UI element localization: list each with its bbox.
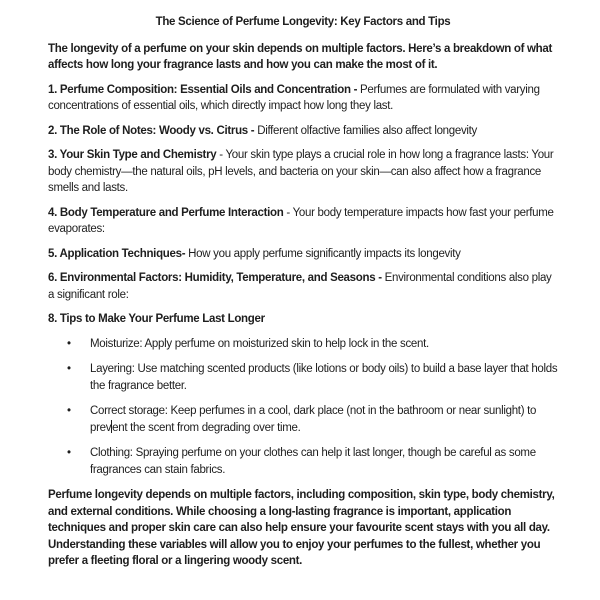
section-2-heading: 2. The Role of Notes: Woody vs. Citrus - bbox=[48, 124, 255, 137]
bullet-icon: • bbox=[67, 337, 71, 350]
section-2 bbox=[48, 123, 558, 140]
list-item bbox=[48, 445, 558, 478]
section-3-heading: 3. Your Skin Type and Chemistry bbox=[48, 149, 217, 161]
section-4 bbox=[48, 205, 558, 238]
document-title: The Science of Perfume Longevity: Key Factors and Tips bbox=[155, 16, 451, 28]
bullet-icon: • bbox=[67, 447, 71, 459]
section-1 bbox=[48, 82, 558, 115]
section-1-heading: 1. Perfume Composition: Essential Oils and Concentration - bbox=[48, 83, 358, 96]
bullet-icon: • bbox=[67, 405, 71, 417]
section-8 bbox=[48, 311, 558, 328]
tip-text: Layering: Use matching scented products (like lotions or body oils) to build a base layer that holds the fragrance better. bbox=[90, 363, 558, 392]
section-3-body: - Your skin type plays a crucial role in how long a fragrance lasts: Your body chemistry—the natural oils, pH levels, and bacteria on your skin—can also affect how a fragrance smells and lasts. bbox=[48, 149, 554, 194]
list-item bbox=[48, 336, 558, 353]
section-4-heading: 4. Body Temperature and Perfume Interaction bbox=[48, 206, 284, 219]
section-6 bbox=[48, 270, 558, 303]
tip-text: Moisturize: Apply perfume on moisturized skin to help lock in the scent. bbox=[90, 337, 429, 350]
section-5-body: How you apply perfume significantly impacts its longevity bbox=[185, 247, 461, 260]
section-5 bbox=[48, 246, 558, 263]
section-2-body: Different olfactive families also affect longevity bbox=[254, 124, 478, 137]
closing-paragraph: Perfume longevity depends on multiple factors, including composition, skin type, body chemistry, and external conditions. While choosing a long-lasting fragrance is important, application techniques and proper skin care can also help ensure your favourite scent stays with you all day. Understanding these variables will allow you to enjoy your perfumes to the fullest, whether you prefer a fleeting floral or a lingering woody scent. bbox=[48, 489, 555, 567]
section-5-heading: 5. Application Techniques- bbox=[48, 247, 186, 260]
tip-text-after-cursor: ent the scent from degrading over time. bbox=[112, 421, 301, 434]
bullet-icon: • bbox=[67, 363, 71, 375]
tip-text bbox=[90, 405, 536, 434]
list-item bbox=[48, 403, 558, 436]
tips-list bbox=[48, 336, 558, 479]
tip-text: Clothing: Spraying perfume on your clothes can help it last longer, though be careful as some fragrances can stain fabrics. bbox=[90, 447, 536, 476]
section-1-body: Perfumes are formulated with varying concentrations of essential oils, which directly impact how long they last. bbox=[48, 83, 540, 112]
intro-paragraph: The longevity of a perfume on your skin depends on multiple factors. Here’s a breakdown of what affects how long your fragrance lasts and how you can make the most of it. bbox=[48, 42, 552, 71]
list-item bbox=[48, 361, 558, 394]
section-8-heading: 8. Tips to Make Your Perfume Last Longer bbox=[48, 313, 265, 325]
tip-text-before-cursor: Correct storage: Keep perfumes in a cool, dark place (not in the bathroom or near sunlight) to prev bbox=[90, 405, 537, 434]
section-6-heading: 6. Environmental Factors: Humidity, Temperature, and Seasons - bbox=[48, 272, 382, 284]
section-6-body: Environmental conditions also play a significant role: bbox=[48, 272, 552, 301]
section-4-body: - Your body temperature impacts how fast your perfume evaporates: bbox=[48, 206, 554, 235]
section-3 bbox=[48, 147, 558, 197]
